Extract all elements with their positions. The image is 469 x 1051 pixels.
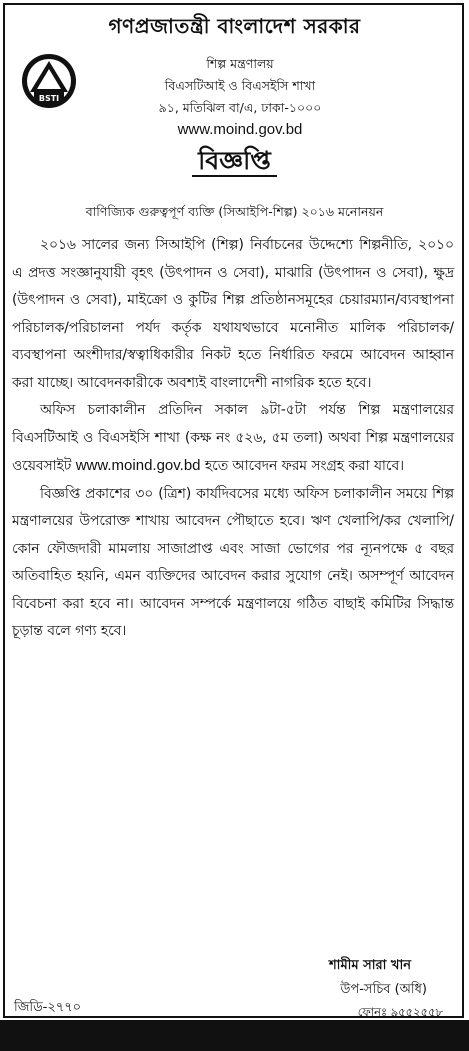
notice-title [0,146,469,176]
logo-lettering: BSTI [38,94,60,103]
branch-name: বিএসটিআই ও বিএসইসি শাখা [164,78,316,93]
paragraph-2-website: www.moind.gov.bd [75,457,201,474]
paragraph-2 [12,397,454,481]
header-website: www.moind.gov.bd [177,121,303,138]
gd-number: জিডি-২৭৭০ [14,1000,82,1015]
notice-title-text: বিজ্ঞপ্তি [192,146,277,177]
paragraph-3: বিজ্ঞপ্তি প্রকাশের ৩০ (ত্রিশ) কার্যদিবসের মধ্যে অফিস চলাকালীন সময়ে শিল্প মন্ত্রণালয়ের উপরোক্ত শাখায় আবেদন পৌছাতে হবে। ঋণ খেলাপি/কর খেলাপি/কোন ফৌজদারী মামলায় সাজাপ্রাপ্ত এবং সাজা ভোগের পর ন্যূনপক্ষে ৫ বছর অতিবাহিত হয়নি, এমন ব্যক্তিদের আবেদন করার সুযোগ নেই। অসম্পূর্ণ আবেদন বিবেচনা করা হবে না। আবেদন সম্পর্কে মন্ত্রণালয়ে গঠিত বাছাই কমিটির সিদ্ধান্ত চূড়ান্ত বলে গণ্য হবে। [12,485,454,639]
notice-subject: বাণিজ্যিক গুরুত্বপূর্ণ ব্যক্তি (সিআইপি-শিল্প) ২০১৬ মনোনয়ন [85,204,384,219]
ministry-name: শিল্প মন্ত্রণালয় [206,56,274,71]
paragraph-2-end: হতে আবেদন ফরম সংগ্রহ করা যাবে। [204,458,405,474]
bottom-bar [0,1020,469,1051]
office-address: ৯১, মতিঝিল বা/এ, ঢাকা-১০০০ [158,100,322,115]
signatory-phone: ফোনঃ ৯৫৫২৫৫৮ [357,1005,443,1019]
signatory-designation: উপ-সচিব (অধি) [340,982,427,997]
notice-body [12,232,454,646]
paragraph-1: ২০১৬ সালের জন্য সিআইপি (শিল্প) নির্বাচনের উদ্দেশ্যে শিল্পনীতি, ২০১০ এ প্রদত্ত সংজ্ঞানুযায়ী বৃহৎ (উৎপাদন ও সেবা), মাঝারি (উৎপাদন ও সেবা), ক্ষুদ্র (উৎপাদন ও সেবা), মাইক্রো ও কুটির শিল্প প্রতিষ্ঠানসমূহের চেয়ারম্যান/ব্যবস্থাপনা পরিচালক/পরিচালনা পর্যদ কর্তৃক যথাযথভাবে মনোনীত মালিক পরিচালক/ব্যবস্থাপনা অংশীদার/স্বত্বাধিকারীর নিকট হতে নির্ধারিত ফরমে আবেদন আহ্বান করা যাচ্ছে। আবেদনকারীকে অবশ্যই বাংলাদেশী নাগরিক হতে হবে। [12,237,454,391]
paragraph-2-start: অফিস চলাকালীন প্রতিদিন সকাল ৯টা-৫টা পর্যন্ত শিল্প মন্ত্রণালয়ের বিএসটিআই ও বিএসইসি শাখা (কক্ষ নং ৫২৬, ৫ম তলা) অথবা শিল্প মন্ত্রণালয়ের ওয়েবসাইট [12,402,454,474]
government-title: গণপ্রজাতন্ত্রী বাংলাদেশ সরকার [108,14,361,38]
bsti-logo [20,52,78,110]
signatory-name: শামীম সারা খান [328,958,411,973]
